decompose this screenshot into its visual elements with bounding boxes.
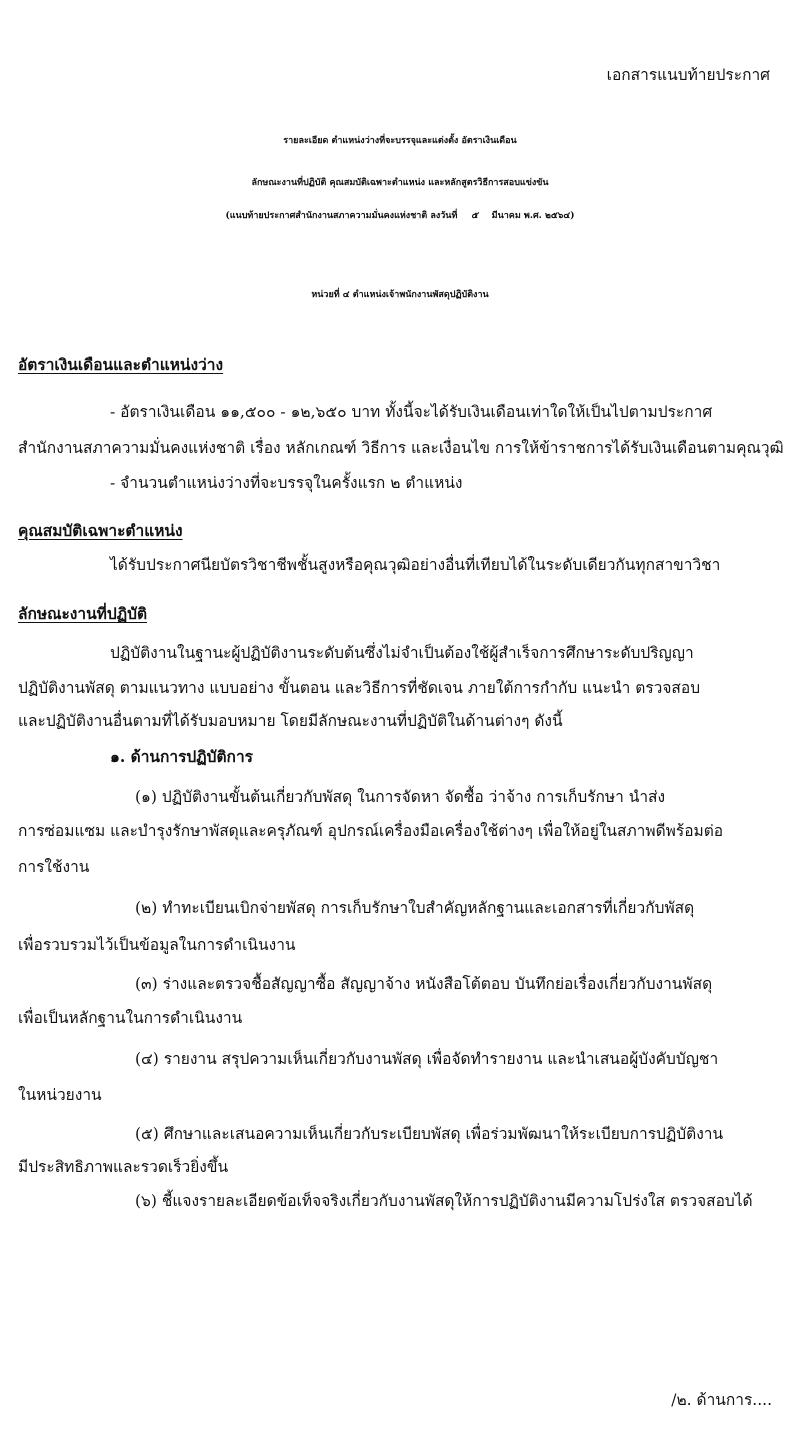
item4-line1: (๔) รายงาน สรุปความเห็นเกี่ยวกับงานพัสดุ เพื่อจัดทำรายงาน และนำเสนอผู้บังคับบัญชา bbox=[135, 1050, 719, 1068]
title-line3-prefix: (แนบท้ายประกาศสำนักงานสภาความมั่นคงแห่งชาติ ลงวันที่ bbox=[225, 211, 458, 221]
item1-line3: การใช้งาน bbox=[18, 858, 90, 876]
qualification-line1: ได้รับประกาศนียบัตรวิชาชีพชั้นสูงหรือคุณวุฒิอย่างอื่นที่เทียบได้ในระดับเดียวกันทุกสาขาวิชา bbox=[110, 556, 721, 574]
item4-line2: ในหน่วยงาน bbox=[18, 1086, 102, 1104]
duties-heading: ลักษณะงานที่ปฏิบัติ bbox=[18, 604, 148, 623]
item1-line1: (๑) ปฏิบัติงานขั้นต้นเกี่ยวกับพัสดุ ในการจัดหา จัดซื้อ ว่าจ้าง การเก็บรักษา นำส่ง bbox=[135, 788, 666, 806]
footer-continuation-note: /๒. ด้านการ.... bbox=[671, 1391, 772, 1409]
duties-intro-line1: ปฏิบัติงานในฐานะผู้ปฏิบัติงานระดับต้นซึ่งไม่จำเป็นต้องใช้ผู้สำเร็จการศึกษาระดับปริญญา bbox=[110, 644, 694, 662]
qualification-heading: คุณสมบัติเฉพาะตำแหน่ง bbox=[18, 521, 183, 540]
item2-line2: เพื่อรวบรวมไว้เป็นข้อมูลในการดำเนินงาน bbox=[18, 936, 296, 954]
area1-title: ๑. ด้านการปฏิบัติการ bbox=[110, 747, 253, 766]
unit-title: หน่วยที่ ๔ ตำแหน่งเจ้าพนักงานพัสดุปฏิบัติงาน bbox=[311, 290, 489, 300]
document-title-line3 bbox=[0, 203, 800, 229]
document-title-line2: ลักษณะงานที่ปฏิบัติ คุณสมบัติเฉพาะตำแหน่ง และหลักสูตรวิธีการสอบแข่งขัน bbox=[251, 178, 549, 188]
document-title-line1: รายละเอียด ตำแหน่งว่างที่จะบรรจุและแต่งตั้ง อัตราเงินเดือน bbox=[283, 136, 517, 146]
item3-line2: เพื่อเป็นหลักฐานในการดำเนินงาน bbox=[18, 1009, 243, 1027]
item6-line1: (๖) ชี้แจงรายละเอียดข้อเท็จจริงเกี่ยวกับงานพัสดุให้การปฏิบัติงานมีความโปร่งใส ตรวจสอบได้ bbox=[135, 1192, 753, 1210]
salary-line3: - จำนวนตำแหน่งว่างที่จะบรรจุในครั้งแรก ๒ ตำแหน่ง bbox=[110, 474, 463, 492]
duties-intro-line2: ปฏิบัติงานพัสดุ ตามแนวทาง แบบอย่าง ขั้นตอน และวิธีการที่ชัดเจน ภายใต้การกำกับ แนะนำ ตรวจสอบ bbox=[18, 679, 701, 697]
item5-line2: มีประสิทธิภาพและรวดเร็วยิ่งขึ้น bbox=[18, 1158, 229, 1176]
duties-intro-line3: และปฏิบัติงานอื่นตามที่ได้รับมอบหมาย โดยมีลักษณะงานที่ปฏิบัติในด้านต่างๆ ดังนี้ bbox=[18, 712, 563, 730]
item1-line2: การซ่อมแซม และบำรุงรักษาพัสดุและครุภัณฑ์ อุปกรณ์เครื่องมือเครื่องใช้ต่างๆ เพื่อให้อยู่ในสภาพดีพร้อมต่อ bbox=[18, 822, 724, 840]
salary-line1: - อัตราเงินเดือน ๑๑,๕๐๐ - ๑๒,๖๕๐ บาท ทั้งนี้จะได้รับเงินเดือนเท่าใดให้เป็นไปตามประกาศ bbox=[110, 403, 713, 421]
title-line3-suffix: มีนาคม พ.ศ. ๒๕๖๔) bbox=[491, 211, 575, 221]
salary-heading: อัตราเงินเดือนและตำแหน่งว่าง bbox=[18, 355, 224, 374]
item5-line1: (๕) ศึกษาและเสนอความเห็นเกี่ยวกับระเบียบพัสดุ เพื่อร่วมพัฒนาให้ระเบียบการปฏิบัติงาน bbox=[135, 1125, 724, 1143]
item2-line1: (๒) ทำทะเบียนเบิกจ่ายพัสดุ การเก็บรักษาใบสำคัญหลักฐานและเอกสารที่เกี่ยวกับพัสดุ bbox=[135, 899, 695, 917]
title-date-day: ๕ bbox=[471, 211, 478, 221]
salary-line2: สำนักงานสภาความมั่นคงแห่งชาติ เรื่อง หลักเกณฑ์ วิธีการ และเงื่อนไข การให้ข้าราชการได้รับเงินเดือนตามคุณวุฒิ bbox=[18, 439, 784, 457]
item3-line1: (๓) ร่างและตรวจชื้อสัญญาซื้อ สัญญาจ้าง หนังสือโต้ตอบ บันทึกย่อเรื่องเกี่ยวกับงานพัสดุ bbox=[135, 975, 713, 993]
header-note: เอกสารแนบท้ายประกาศ bbox=[606, 66, 770, 84]
